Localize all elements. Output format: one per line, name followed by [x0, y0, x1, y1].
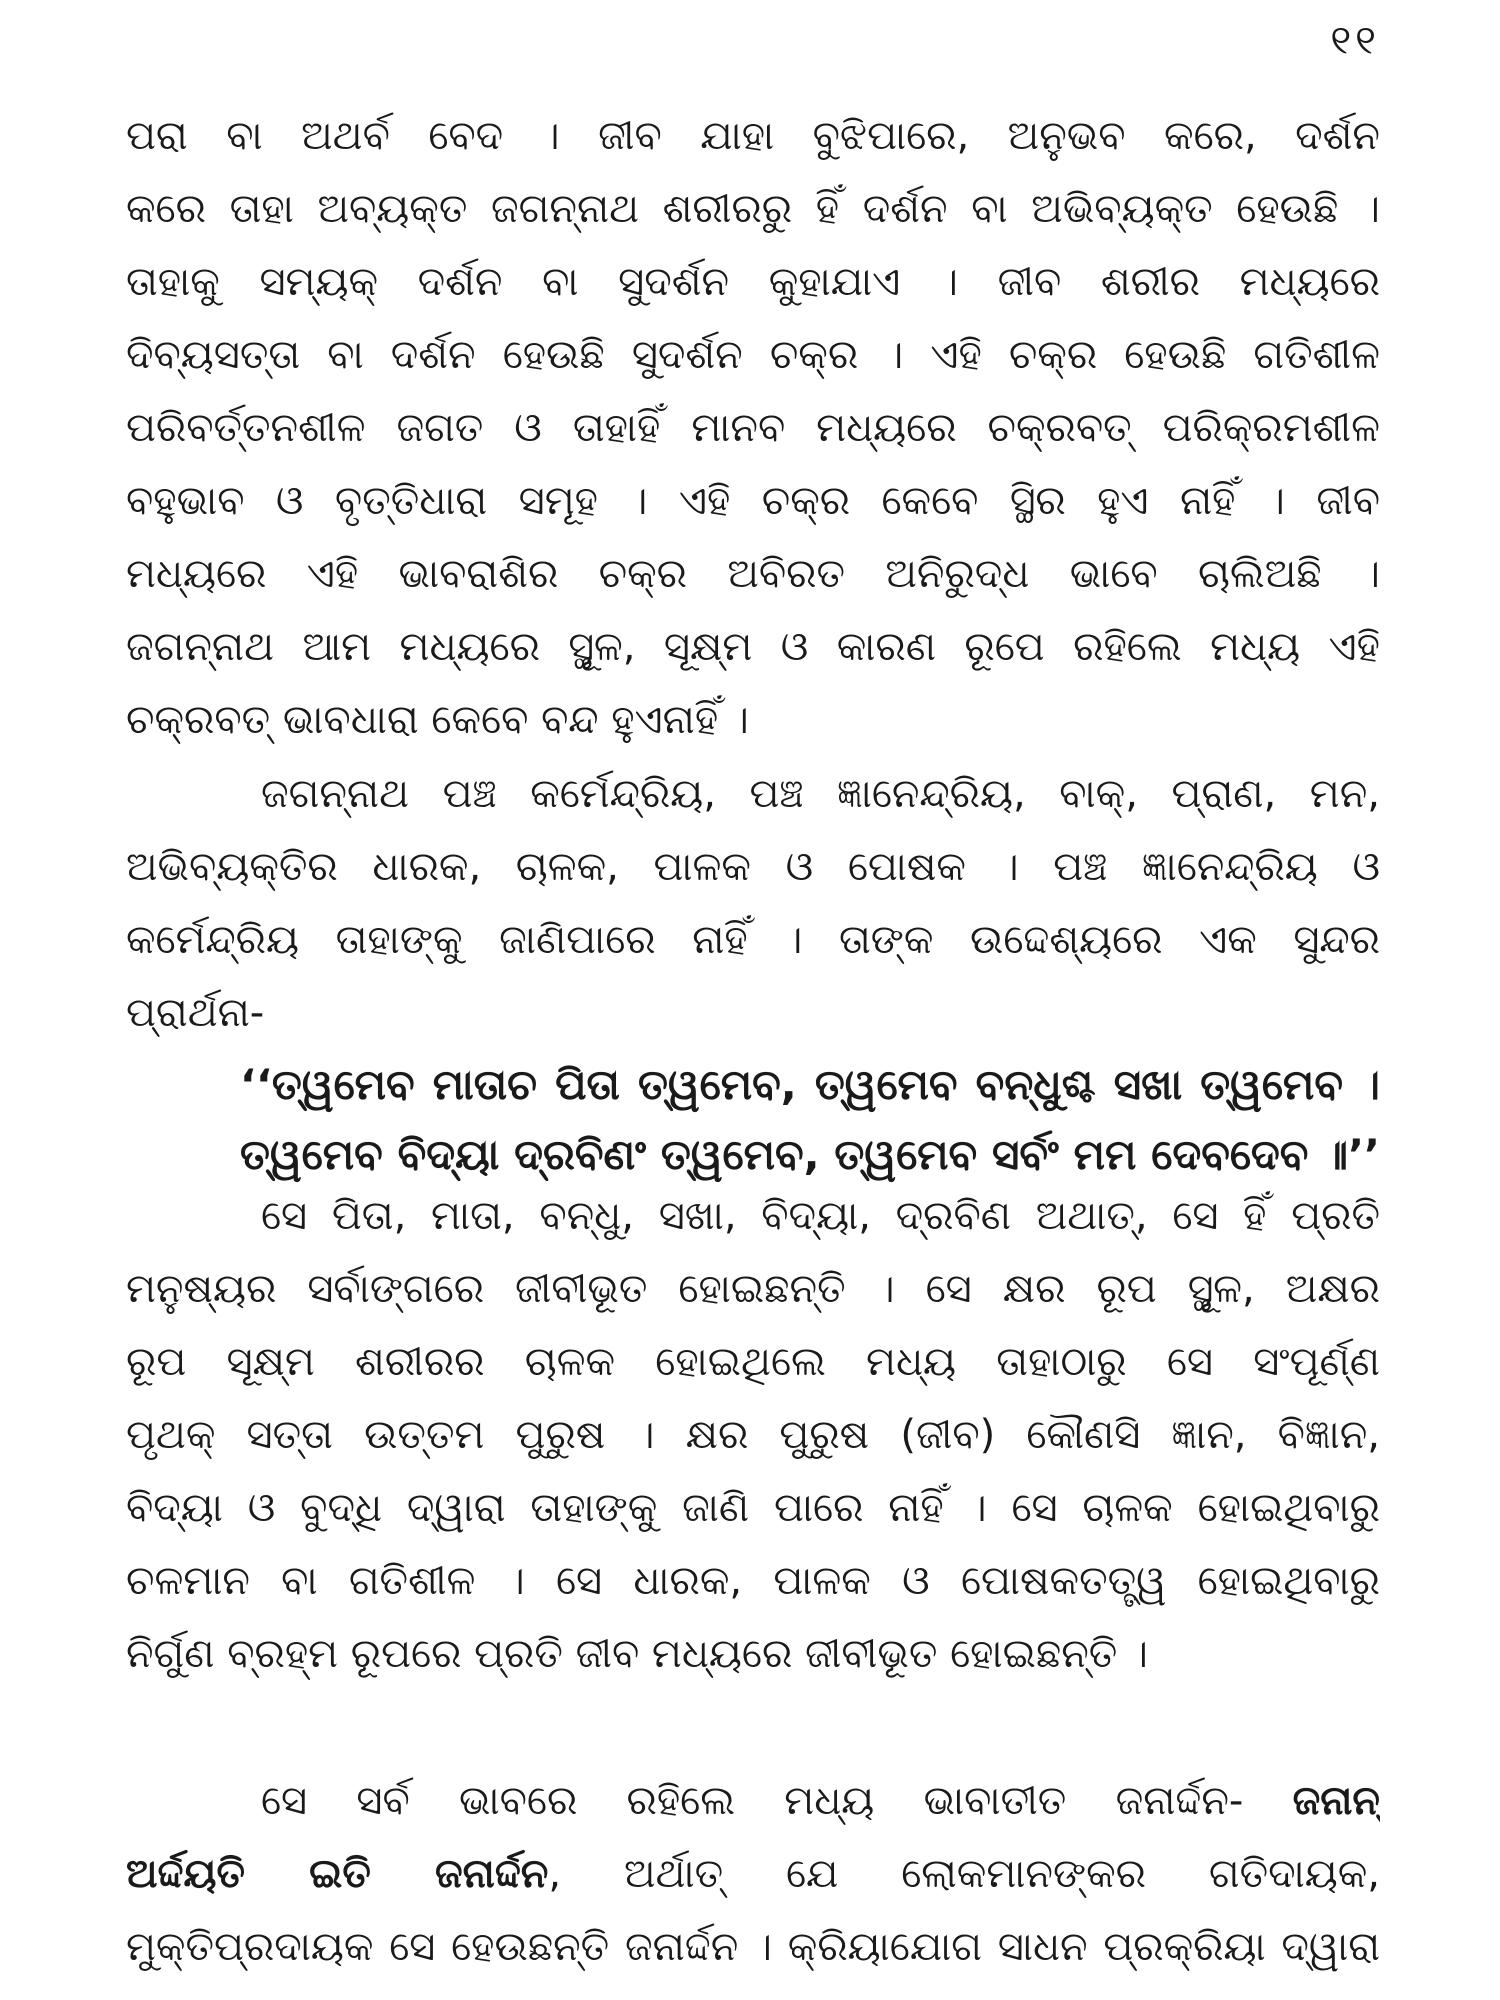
paragraph-3	[126, 1180, 1380, 1691]
paragraph-1	[126, 100, 1380, 757]
text-line: ପରା ବା ଅଥର୍ବ ବେଦ । ଜୀବ ଯାହା ବୁଝିପାରେ, ଅନୁଭବ କରେ, ଦର୍ଶନ	[126, 113, 1380, 159]
text-line: ତାହାକୁ ସମ୍ୟକ୍ ଦର୍ଶନ ବା ସୁଦର୍ଶନ କୁହାଯାଏ । ଜୀବ ଶରୀର ମଧ୍ୟରେ	[126, 259, 1380, 305]
text-line: ରୂପ ସୂକ୍ଷ୍ମ ଶରୀରର ଚାଳକ ହୋଇଥିଲେ ମଧ୍ୟ ତାହାଠାରୁ ସେ ସଂପୂର୍ଣ୍ଣ	[126, 1339, 1380, 1385]
text-line	[126, 1838, 1380, 1911]
bold-term: ଅର୍ଦ୍ଦୟତି ଇତି ଜନାର୍ଦ୍ଦନ	[126, 1851, 549, 1897]
text-line: ଚଳମାନ ବା ଗତିଶୀଳ । ସେ ଧାରକ, ପାଳକ ଓ ପୋଷକତତ୍ତ୍ୱ ହୋଇଥିବାରୁ	[126, 1558, 1380, 1604]
text-line: ନିର୍ଗୁଣ ବ୍ରହ୍ମ ରୂପରେ ପ୍ରତି ଜୀବ ମଧ୍ୟରେ ଜୀବୀଭୂତ ହୋଇଛନ୍ତି ।	[126, 1631, 1148, 1677]
text-line: ମଧ୍ୟରେ ଏହି ଭାବରାଶିର ଚକ୍ର ଅବିରତ ଅନିରୁଦ୍ଧ ଭାବେ ଚାଲିଅଛି ।	[126, 551, 1380, 597]
verse-line: ତ୍ୱମେବ ବିଦ୍ୟା ଦ୍ରବିଣଂ ତ୍ୱମେବ, ତ୍ୱମେବ ସର୍ବଂ ମମ ଦେବଦେବ ॥’’	[240, 1130, 1380, 1179]
text-segment: , ଅର୍ଥାତ୍ ଯେ ଲୋକମାନଙ୍କର ଗତିଦାୟକ,	[548, 1851, 1380, 1897]
text-line: ପ୍ରାର୍ଥନା-	[126, 990, 265, 1036]
text-line: ଚକ୍ରବତ୍ ଭାବଧାରା କେବେ ବନ୍ଦ ହୁଏନାହିଁ ।	[126, 697, 749, 743]
text-line: ଦିବ୍ୟସତ୍ତା ବା ଦର୍ଶନ ହେଉଛି ସୁଦର୍ଶନ ଚକ୍ର । ଏହି ଚକ୍ର ହେଉଛି ଗତିଶୀଳ	[126, 332, 1380, 378]
text-line: କର୍ମେନ୍ଦ୍ରିୟ ତାହାଙ୍କୁ ଜାଣିପାରେ ନାହିଁ । ତାଙ୍କ ଉଦ୍ଦେଶ୍ୟରେ ଏକ ସୁନ୍ଦର	[126, 917, 1380, 963]
text-line: ଜଗନ୍ନାଥ ଆମ ମଧ୍ୟରେ ସ୍ଥୂଳ, ସୂକ୍ଷ୍ମ ଓ କାରଣ ରୂପେ ରହିଲେ ମଧ୍ୟ ଏହି	[126, 624, 1380, 670]
text-line: ବିଦ୍ୟା ଓ ବୁଦ୍ଧି ଦ୍ୱାରା ତାହାଙ୍କୁ ଜାଣି ପାରେ ନାହିଁ । ସେ ଚାଳକ ହୋଇଥିବାରୁ	[126, 1485, 1380, 1531]
text-segment: ସେ ସର୍ବ ଭାବରେ ରହିଲେ ମଧ୍ୟ ଭାବାତୀତ ଜନାର୍ଦ୍ଦନ-	[261, 1778, 1293, 1824]
text-line: ମୁକ୍ତିପ୍ରଦାୟକ ସେ ହେଉଛନ୍ତି ଜନାର୍ଦ୍ଦନ । କ୍ରିୟାଯୋଗ ସାଧନ ପ୍ରକ୍ରିୟା ଦ୍ୱାରା	[126, 1924, 1380, 1970]
text-line: ମନୁଷ୍ୟର ସର୍ବାଙ୍ଗରେ ଜୀବୀଭୂତ ହୋଇଛନ୍ତି । ସେ କ୍ଷର ରୂପ ସ୍ଥୂଳ, ଅକ୍ଷର	[126, 1266, 1380, 1312]
paragraph-2	[126, 758, 1380, 1050]
prayer-verse	[240, 1050, 1380, 1190]
text-line: ପୃଥକ୍ ସତ୍ତା ଉତ୍ତମ ପୁରୁଷ । କ୍ଷର ପୁରୁଷ (ଜୀବ) କୌଣସି ଜ୍ଞାନ, ବିଜ୍ଞାନ,	[126, 1412, 1380, 1458]
bold-term: ଜନାନ୍	[1292, 1778, 1380, 1824]
text-line: ପରିବର୍ତ୍ତନଶୀଳ ଜଗତ ଓ ତାହାହିଁ ମାନବ ମଧ୍ୟରେ ଚକ୍ରବତ୍ ପରିକ୍ରମଶୀଳ	[126, 405, 1380, 451]
page-number: ୧୧	[1330, 18, 1380, 64]
text-line: କରେ ତାହା ଅବ୍ୟକ୍ତ ଜଗନ୍ନାଥ ଶରୀରରୁ ହିଁ ଦର୍ଶନ ବା ଅଭିବ୍ୟକ୍ତ ହେଉଛି ।	[126, 186, 1380, 232]
text-line: ସେ ପିତା, ମାତା, ବନ୍ଧୁ, ସଖା, ବିଦ୍ୟା, ଦ୍ରବିଣ ଅଥାତ୍, ସେ ହିଁ ପ୍ରତି	[261, 1193, 1380, 1239]
text-line	[126, 1765, 1380, 1838]
text-line: ଅଭିବ୍ୟକ୍ତିର ଧାରକ, ଚାଳକ, ପାଳକ ଓ ପୋଷକ । ପଞ୍ଚ ଜ୍ଞାନେନ୍ଦ୍ରିୟ ଓ	[126, 844, 1380, 890]
verse-line: ‘‘ତ୍ୱମେବ ମାତାଚ ପିତା ତ୍ୱମେବ, ତ୍ୱମେବ ବନ୍ଧୁଶ୍ଚ ସଖା ତ୍ୱମେବ ।	[240, 1060, 1380, 1109]
paragraph-4	[126, 1765, 1380, 1984]
text-line: ବହୁଭାବ ଓ ବୃତ୍ତିଧାରା ସମୂହ । ଏହି ଚକ୍ର କେବେ ସ୍ଥିର ହୁଏ ନାହିଁ । ଜୀବ	[126, 478, 1380, 524]
text-line: ଜଗନ୍ନାଥ ପଞ୍ଚ କର୍ମେନ୍ଦ୍ରିୟ, ପଞ୍ଚ ଜ୍ଞାନେନ୍ଦ୍ରିୟ, ବାକ୍, ପ୍ରାଣ, ମନ,	[261, 771, 1380, 817]
